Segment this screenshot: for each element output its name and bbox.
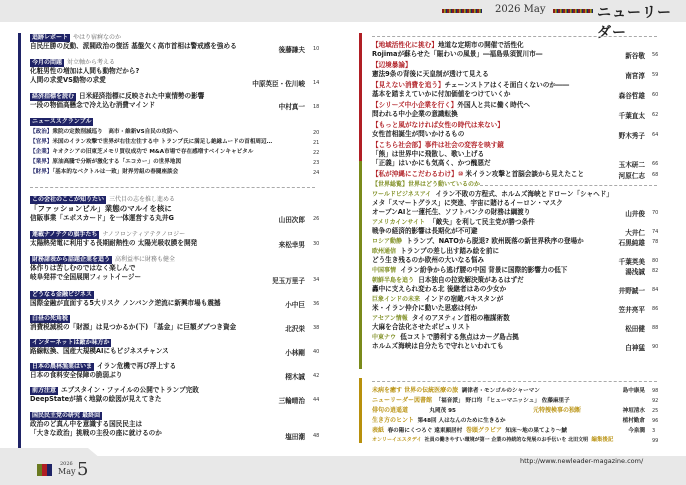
footer-month: May (58, 467, 76, 476)
website-link[interactable]: http://www.newleader-magazine.com/ (520, 457, 644, 465)
divider (372, 36, 657, 37)
toc-entry[interactable]: ワールドビジネスアイ イラン不敗の方程式、ホルムズ海峡とドローン「シャヘド」 メタ「スマートグラス」に突進、宇宙に賭けるイーロン・マスク オープンAIと一蓮托生、ソフトバンクの財務は綱渡り (372, 190, 613, 216)
section-tag: 追跡レポート (32, 34, 69, 41)
toc-entry[interactable]: 国民民主党の研究 最終回 政治のど真ん中を意識する国民民主は 「大きな政治」挑戦の主役の座に就けるのか (30, 412, 162, 437)
toc-entry[interactable]: 連載ナノテクの旗手たち ナノフロンティアテクノロジー 太陽熱発電に利用する長期耐熱性の 太陽光吸収膜を開発 (30, 231, 198, 247)
toc-entry[interactable]: アメリカインサイト 「敵失」を利して民主党が勝つ条件 戦争の経済的影響は長期化が不可避 (372, 218, 535, 235)
news-entry[interactable]: 【政治】衆院の定数削減巡り 高市・維新VS自民の攻防へ (30, 129, 179, 135)
toc-entry[interactable]: 今月の問題 対立軸から考える 化粧男性の増加は人間も動物だから? 人間の求愛VS動物の求愛 (30, 59, 140, 84)
divider (372, 381, 657, 382)
right-column-bar-red (359, 33, 362, 161)
toc-entry[interactable]: 【私が沖縄にこだわるわけ】⑩ 米イラン攻撃と首脳会談から見えたこと (372, 170, 585, 178)
right-column-bar-green (359, 161, 362, 291)
toc-entry[interactable]: 朝鮮半島を追う 日本独自の拉致解決策があるはずだ 轟中に支えられ変わる北 後継者はあの少女か (372, 276, 524, 293)
left-column-bar (18, 33, 21, 448)
divider (480, 185, 657, 186)
toc-entry[interactable]: 【もっと風がなければ女性の時代は来ない】 女性首相誕生が問いかけるもの (372, 121, 504, 138)
toc-entry[interactable]: 未病を癒す 世界の伝統医療の旅 調律者・モンゴルのシャーマン (372, 387, 540, 394)
toc-entry[interactable]: ロシア動静 トランプ、NATOから脱退? 欧州既落の新世界秩序の登場か (372, 237, 584, 245)
header-date: 2026 May (495, 4, 546, 15)
right-column-bar-gold (359, 378, 362, 443)
page-number: 10 (313, 46, 320, 52)
footer-year: 2026 (60, 461, 73, 467)
toc-entry[interactable]: どうなる金融ビジネス 国際金融が直面する5大リスク ノンバンク逆流に新興市場も震撼 (30, 291, 221, 307)
toc-entry[interactable]: ニューリーダー図書館 「福音派」 野口均 「ヒューマニッシュ」 佐藤麻里子 (372, 397, 570, 404)
toc-entry[interactable]: 日本の農林漁業はいま イラン危機で再び浮上する 日本の食料安全保障の脆弱ぶり (30, 362, 177, 379)
divider (30, 187, 315, 188)
toc-entry[interactable]: オンリーイエスタデイ 社員の働きやすい環境が第一 企業の持続的な発展のお手伝いを 北田文明 編集後記 (372, 437, 614, 443)
toc-entry[interactable]: 【こちら社会部】事件は社会の変容を映す鏡 「熊」は世界中に飛散し、歌い上げる 「正義」はいかにも気高く、かつ醜悪だ (372, 141, 504, 167)
news-entry[interactable]: 【財界】「基本的なベクトルは一致」財界労組の春闘座談会 (30, 169, 179, 175)
entry-title: 自民圧勝の反動、派閥政治の復活 基盤欠く高市首相は警戒感を強める (30, 42, 237, 50)
toc-entry[interactable]: 【地域活性化に挑む】地道な定期市の開催で活性化 Rojimaが蘇らせた「賑わいの風景」―福島県須賀川市― (372, 41, 543, 58)
news-entry[interactable]: 【業界】原油高騰で分断が激化する「エコカー」の世界地図 (30, 159, 182, 165)
magazine-title: ニューリーダー (597, 5, 672, 41)
toc-entry[interactable]: インターネットは敵か味方か 路線転換、国産大規模AIにもビジネスチャンス (30, 339, 169, 355)
toc-entry[interactable]: 中国事情 イラン紛争から逃げ腰の中国 背景に国際的影響力の低下 (372, 266, 568, 274)
header-stripe-decoration (442, 9, 482, 13)
toc-entry[interactable]: 前方注意 エプスタイン・ファイルの公開でトランプ完敗 DeepStateが描く地獄の絵図が見えてきた (30, 386, 199, 403)
toc-entry[interactable]: 【辺境暴論】 憲法9条の背後に天皇制が透けて見える (372, 61, 489, 78)
toc-entry[interactable]: 追跡レポート やはり宿痾なのか 自民圧勝の反動、派閥政治の復活 基盤欠く高市首相は警戒感を強める (30, 34, 237, 50)
footer-color-block (37, 464, 52, 476)
right-column-bar-green (359, 291, 362, 369)
toc-entry[interactable]: この会社のここが知りたい 三代目の志を推し進める 「ファッションビル」業態のマルイを核に 信販事業「エポスカード」を一体運営する丸井G (30, 196, 176, 222)
toc-entry-sub[interactable]: 元特捜検事の独断 (533, 407, 582, 414)
toc-entry[interactable]: 経済指標を読む 日米経済指標に反映された中東情勢の影響 一段の物価高懸念で冷え込む消費マインド (30, 92, 205, 109)
toc-entry[interactable]: アセアン情報 タイのアヌティン首相の権謀術数 大麻を合法化させたポピュリスト (372, 314, 510, 331)
news-entry[interactable]: 【官界】米国のイラン攻撃で世界が右往左往する中 トランプ氏に満足し絶縁ムードの首相周辺… (30, 139, 273, 145)
section-header-world: 【世界総覧】世界はどう動いているのか (372, 181, 481, 188)
toc-entry[interactable]: 【シリーズ中小企業を行く】外国人と共に働く時代へ 問われる中小企業の意識転換 (372, 101, 530, 118)
footer-tab (0, 448, 100, 458)
footer-issue-number: 5 (77, 459, 89, 480)
news-entry[interactable]: 【企業】キオクシアの旧東芝メモリ買収成功で M&A市場で存在感増すベインキャピタル (30, 149, 254, 155)
toc-entry[interactable]: 欧州通信 トランプの差し出す踏み絵を前に どう生き残るのか欧州の大いなる悩み (372, 247, 500, 264)
toc-entry[interactable]: 【見えない消費を追う】チェーンストアはくそ面白くないのか―― 基本を踏まえていかに付加価値をつけていくか (372, 81, 570, 98)
toc-entry[interactable]: 生き方のヒント 第48回 人はなんのために生きるか (372, 417, 506, 424)
news-scramble: ニューススクランブル (32, 118, 92, 125)
toc-entry[interactable]: 財務諸表から話題企業を追う 高利益率に財務も健全 体作りは苦しむのではなく楽しんで 岐阜発祥で全国展開フィットイージー (30, 256, 176, 281)
toc-entry[interactable]: 表紙 春の陽にくつろぐ 遠東顔居村 巻頭グラビア 知床〜地の果てより〜鯱 (372, 427, 567, 434)
toc-entry[interactable]: 俳句の逍遥道 丸岡茂 95 (372, 407, 456, 414)
toc-entry[interactable]: 白昼の死角税 消費税減税の「財源」は見つかるか(下) 「基金」に巨額ダブつき資金 (30, 315, 237, 331)
header-stripe-decoration (553, 9, 593, 13)
toc-entry[interactable]: 中東ナウ 低コストで勝利する焦点はカーグ島占拠 ホルムズ海峡は自分たちで守れといわれても (372, 333, 519, 350)
toc-entry[interactable]: 巨象インドの未来 インドの宿敵パキスタンが 米・イラン仲介に動いた思惑は何か (372, 295, 504, 312)
author: 後藤謙夫 (278, 46, 305, 54)
